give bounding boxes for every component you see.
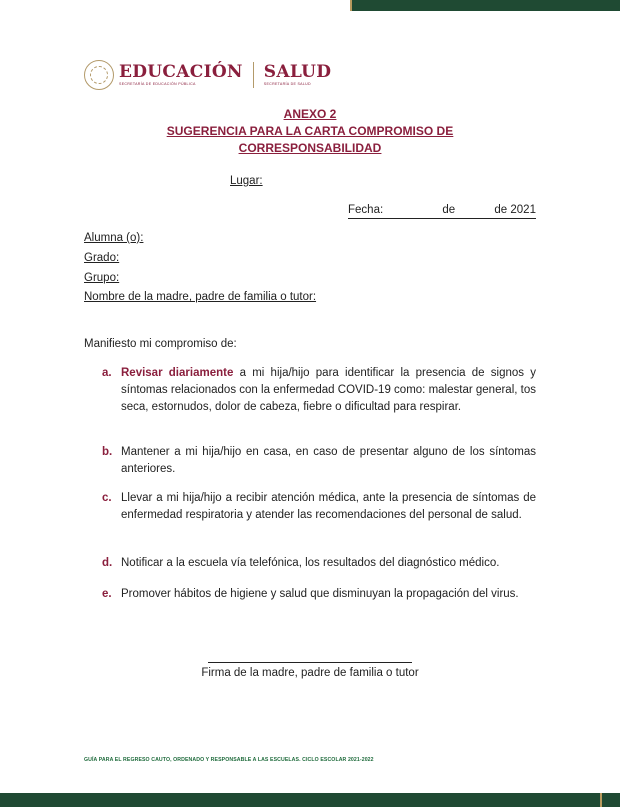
item-text: Llevar a mi hija/hijo a recibir atención médica, ante la presencia de síntomas de enfermedad respiratoria y atender las recomendaciones del personal de salud.: [121, 492, 536, 521]
item-text: Notificar a la escuela vía telefónica, los resultados del diagnóstico médico.: [121, 557, 500, 569]
item-marker: a.: [102, 367, 112, 379]
item-marker: c.: [102, 492, 112, 504]
document-heading: [84, 106, 536, 157]
bottom-decorative-bar: [0, 793, 620, 807]
header-logo: [84, 58, 331, 92]
date-year: de 2021: [494, 204, 536, 216]
top-bar-gold-stripe: [350, 0, 352, 11]
date-label: Fecha:: [348, 204, 384, 216]
item-marker: e.: [102, 588, 112, 600]
title-line-1: SUGERENCIA PARA LA CARTA COMPROMISO DE: [166, 124, 454, 138]
education-logo: [119, 63, 243, 87]
list-item: [102, 444, 536, 478]
item-marker: b.: [102, 446, 113, 458]
student-label: Alumna (o):: [84, 232, 144, 244]
date-line: [348, 204, 536, 219]
item-text: Promover hábitos de higiene y salud que disminuyan la propagación del virus.: [121, 588, 519, 600]
footer-text: GUÍA PARA EL REGRESO CAUTO, ORDENADO Y RESPONSABLE A LAS ESCUELAS. CICLO ESCOLAR 2021-2022: [84, 757, 374, 763]
health-brand-name: SALUD: [263, 62, 332, 82]
education-brand-name: EDUCACIÓN: [119, 62, 243, 82]
list-item: [102, 555, 536, 572]
education-brand-subtitle: SECRETARÍA DE EDUCACIÓN PÚBLICA: [119, 82, 196, 86]
list-item: [102, 365, 536, 416]
grade-label: Grado:: [84, 252, 120, 264]
item-text: Mantener a mi hija/hijo en casa, en caso de presentar alguno de los síntomas anteriores.: [121, 446, 536, 475]
bottom-bar-gold-stripe: [600, 793, 602, 807]
group-label: Grupo:: [84, 272, 120, 284]
item-highlight: Revisar diariamente: [121, 367, 234, 379]
logo-divider: [253, 62, 254, 88]
list-item: [102, 586, 536, 603]
place-label: Lugar:: [230, 175, 263, 187]
date-de: de: [442, 204, 456, 216]
health-brand-subtitle: SECRETARÍA DE SALUD: [263, 82, 311, 86]
item-text: a mi hija/hijo para identificar la presencia de signos y síntomas relacionados con la enfermedad COVID-19 como: malestar general, tos seca, estornudos, dolor de cabeza, fiebre o dificultad para respirar.: [121, 367, 536, 413]
item-marker: d.: [102, 557, 113, 569]
signature-label: Firma de la madre, padre de familia o tutor: [201, 667, 419, 679]
annex-label: ANEXO 2: [283, 107, 337, 121]
parent-name-label: Nombre de la madre, padre de familia o tutor:: [84, 291, 317, 303]
national-seal-icon: [84, 60, 114, 90]
health-logo: [264, 63, 332, 87]
title-line-2: CORRESPONSABILIDAD: [238, 141, 382, 155]
signature-line: [208, 662, 412, 663]
top-decorative-bar: [350, 0, 620, 11]
intro-text: Manifiesto mi compromiso de:: [84, 338, 237, 350]
list-item: [102, 490, 536, 524]
